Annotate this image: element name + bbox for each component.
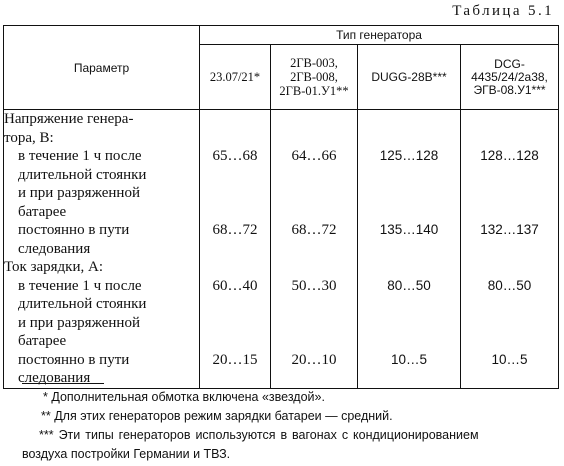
footnote-3-line-1: *** Эти типы генераторов используются в вагонах с кондиционированием [39,428,479,442]
row-label-line: и при разряженной [18,185,140,201]
generator-header-4 [461,45,559,110]
generator-header-line: ЭГВ-08.У1*** [473,82,546,97]
values-column-3 [358,110,461,389]
value-cell: 10…5 [390,351,428,367]
value-cell: 80…50 [387,277,431,293]
value-cell: 135…140 [379,222,439,237]
value-cell: 20…15 [212,351,258,368]
value-cell: 20…10 [291,351,337,368]
generator-header-line: 23.07/21* [209,70,261,84]
section-title-line: Ток зарядки, А: [4,259,104,275]
generator-parameters-table [3,25,559,389]
row-label-line: и при разряженной [18,314,140,331]
generator-header-line: DCG- [494,56,525,71]
footnote-divider [22,383,104,384]
value-cell: 125…128 [379,148,439,163]
value-cell: 10…5 [491,351,528,367]
row-label-line: постоянно в пути [18,222,130,238]
row-label-line: постоянно в пути [18,351,130,368]
row-label-voltage-after-stop [4,147,199,221]
parameter-column-header: Параметр [4,26,200,110]
section-title-line: тора, В: [4,129,54,146]
row-label-line: в течение 1 ч после [18,148,142,164]
value-cell: 68…72 [212,222,258,238]
value-cell: 68…72 [291,222,337,238]
row-label-line: длительной стоянки [18,166,147,183]
section-title-line: Напряжение генера- [4,111,134,127]
row-label-line: следования [18,370,91,386]
generator-header-line: DUGG-28B*** [371,69,447,84]
row-label-line: в течение 1 ч после [18,277,142,294]
generator-type-header: Тип генератора [200,26,559,45]
section-title-voltage [4,110,199,147]
row-label-voltage-in-transit [4,221,199,258]
value-cell: 80…50 [487,277,532,293]
row-label-line: длительной стоянки [18,296,147,312]
row-label-line: батарее [18,333,67,349]
values-column-4 [461,110,559,389]
table-caption: Таблица 5.1 [452,3,554,19]
generator-header-line: 2ГВ-003, [290,56,338,70]
value-cell: 65…68 [212,148,258,164]
value-cell: 60…40 [212,277,258,294]
generator-header-line: 2ГВ-008, [290,70,338,84]
value-cell: 128…128 [480,148,539,163]
footnote-1: * Дополнительная обмотка включена «звездой». [43,390,325,404]
footnote-3-line-2: воздуха постройки Германии и ТВЗ. [22,447,231,461]
generator-header-2 [271,45,358,110]
generator-header-1 [200,45,271,110]
generator-header-3 [358,45,461,110]
value-cell: 64…66 [291,148,337,164]
parameter-labels [4,110,200,389]
value-cell: 132…137 [480,222,539,237]
section-title-current [4,258,199,277]
value-cell: 50…30 [291,277,337,294]
values-column-1 [200,110,271,389]
footnote-2: ** Для этих генераторов режим зарядки батареи — средний. [41,409,393,423]
generator-header-line: 4435/24/2a38, [471,69,548,84]
row-label-current-after-stop [4,277,199,351]
values-column-2 [271,110,358,389]
row-label-line: следования [18,240,91,257]
row-label-line: батарее [18,203,67,220]
row-label-current-in-transit [4,351,199,388]
generator-header-line: 2ГВ-01.У1** [279,84,349,98]
